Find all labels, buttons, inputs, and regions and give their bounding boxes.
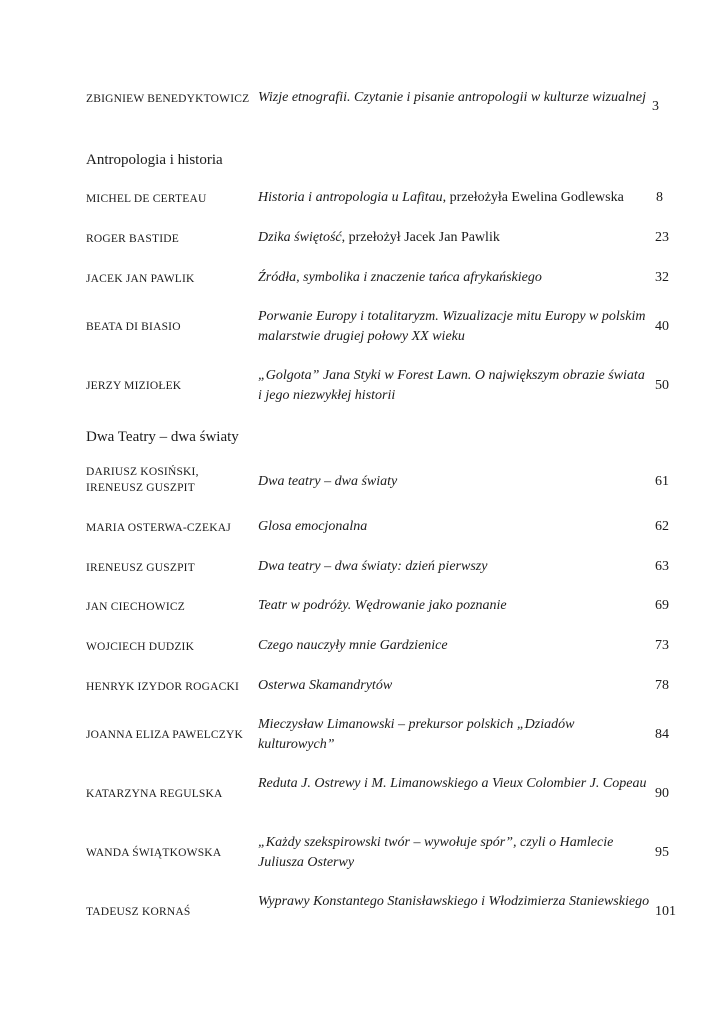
entry-author: JOANNA ELIZA PAWELCZYK bbox=[86, 729, 244, 741]
entry-page: 8 bbox=[656, 190, 663, 205]
entry-author: WOJCIECH DUDZIK bbox=[86, 641, 195, 653]
entry-title: „Każdy szekspirowski twór – wywołuje spór”, czyli o Hamlecie Juliusza Osterwy bbox=[258, 835, 614, 870]
entry-author: JAN CIECHOWICZ bbox=[86, 601, 185, 613]
entry-page: 95 bbox=[655, 845, 669, 860]
section-heading-dwa-teatry: Dwa Teatry – dwa światy bbox=[86, 429, 239, 445]
entry-page: 84 bbox=[655, 727, 669, 742]
entry-author: JACEK JAN PAWLIK bbox=[86, 273, 195, 285]
entry-author: MARIA OSTERWA-CZEKAJ bbox=[86, 522, 231, 534]
entry-title: Historia i antropologia u Lafitau, przełożyła Ewelina Godlewska bbox=[258, 190, 624, 205]
entry-title: Wizje etnografii. Czytanie i pisanie antropologii w kulturze wizualnej bbox=[258, 90, 646, 105]
entry-page: 3 bbox=[652, 99, 659, 114]
entry-title: Źródła, symbolika i znaczenie tańca afrykańskiego bbox=[258, 270, 542, 285]
entry-title: Dwa teatry – dwa światy bbox=[258, 474, 398, 489]
entry-author: HENRYK IZYDOR ROGACKI bbox=[86, 681, 240, 693]
entry-title: Wyprawy Konstantego Stanisławskiego i Włodzimierza Staniewskiego bbox=[258, 894, 650, 909]
entry-author: KATARZYNA REGULSKA bbox=[86, 788, 223, 800]
entry-author: BEATA DI BIASIO bbox=[86, 321, 181, 333]
entry-page: 63 bbox=[655, 559, 669, 574]
entry-title: „Golgota” Jana Styki w Forest Lawn. O największym obrazie świata i jego niezwykłej historii bbox=[258, 368, 645, 403]
entry-page: 40 bbox=[655, 319, 669, 334]
entry-author: WANDA ŚWIĄTKOWSKA bbox=[86, 847, 222, 859]
entry-page: 101 bbox=[655, 904, 676, 919]
entry-author: MICHEL DE CERTEAU bbox=[86, 193, 207, 205]
entry-page: 73 bbox=[655, 638, 669, 653]
entry-page: 78 bbox=[655, 678, 669, 693]
entry-page: 50 bbox=[655, 378, 669, 393]
entry-title: Glosa emocjonalna bbox=[258, 519, 368, 534]
entry-author: DARIUSZ KOSIŃSKI, IRENEUSZ GUSZPIT bbox=[86, 466, 199, 494]
entry-page: 32 bbox=[655, 270, 669, 285]
entry-author: ZBIGNIEW BENEDYKTOWICZ bbox=[86, 93, 250, 105]
entry-page: 61 bbox=[655, 474, 669, 489]
entry-title: Teatr w podróży. Wędrowanie jako poznanie bbox=[258, 598, 507, 613]
entry-author: JERZY MIZIOŁEK bbox=[86, 380, 182, 392]
entry-page: 69 bbox=[655, 598, 669, 613]
entry-author: ROGER BASTIDE bbox=[86, 233, 180, 245]
entry-title: Dzika świętość, przełożył Jacek Jan Pawlik bbox=[258, 230, 500, 245]
entry-page: 90 bbox=[655, 786, 669, 801]
entry-title: Osterwa Skamandrytów bbox=[258, 678, 393, 693]
entry-title: Czego nauczyły mnie Gardzienice bbox=[258, 638, 448, 653]
entry-author: TADEUSZ KORNAŚ bbox=[86, 906, 191, 918]
entry-page: 23 bbox=[655, 230, 669, 245]
entry-title: Mieczysław Limanowski – prekursor polskich „Dziadów kulturowych” bbox=[258, 717, 575, 752]
entry-title: Reduta J. Ostrewy i M. Limanowskiego a Vieux Colombier J. Copeau bbox=[258, 776, 647, 791]
entry-title: Porwanie Europy i totalitaryzm. Wizualizacje mitu Europy w polskim malarstwie drugiej połowy XX wieku bbox=[258, 309, 646, 344]
entry-title: Dwa teatry – dwa światy: dzień pierwszy bbox=[258, 559, 488, 574]
entry-author: IRENEUSZ GUSZPIT bbox=[86, 562, 195, 574]
section-heading-antropologia: Antropologia i historia bbox=[86, 152, 223, 168]
entry-page: 62 bbox=[655, 519, 669, 534]
